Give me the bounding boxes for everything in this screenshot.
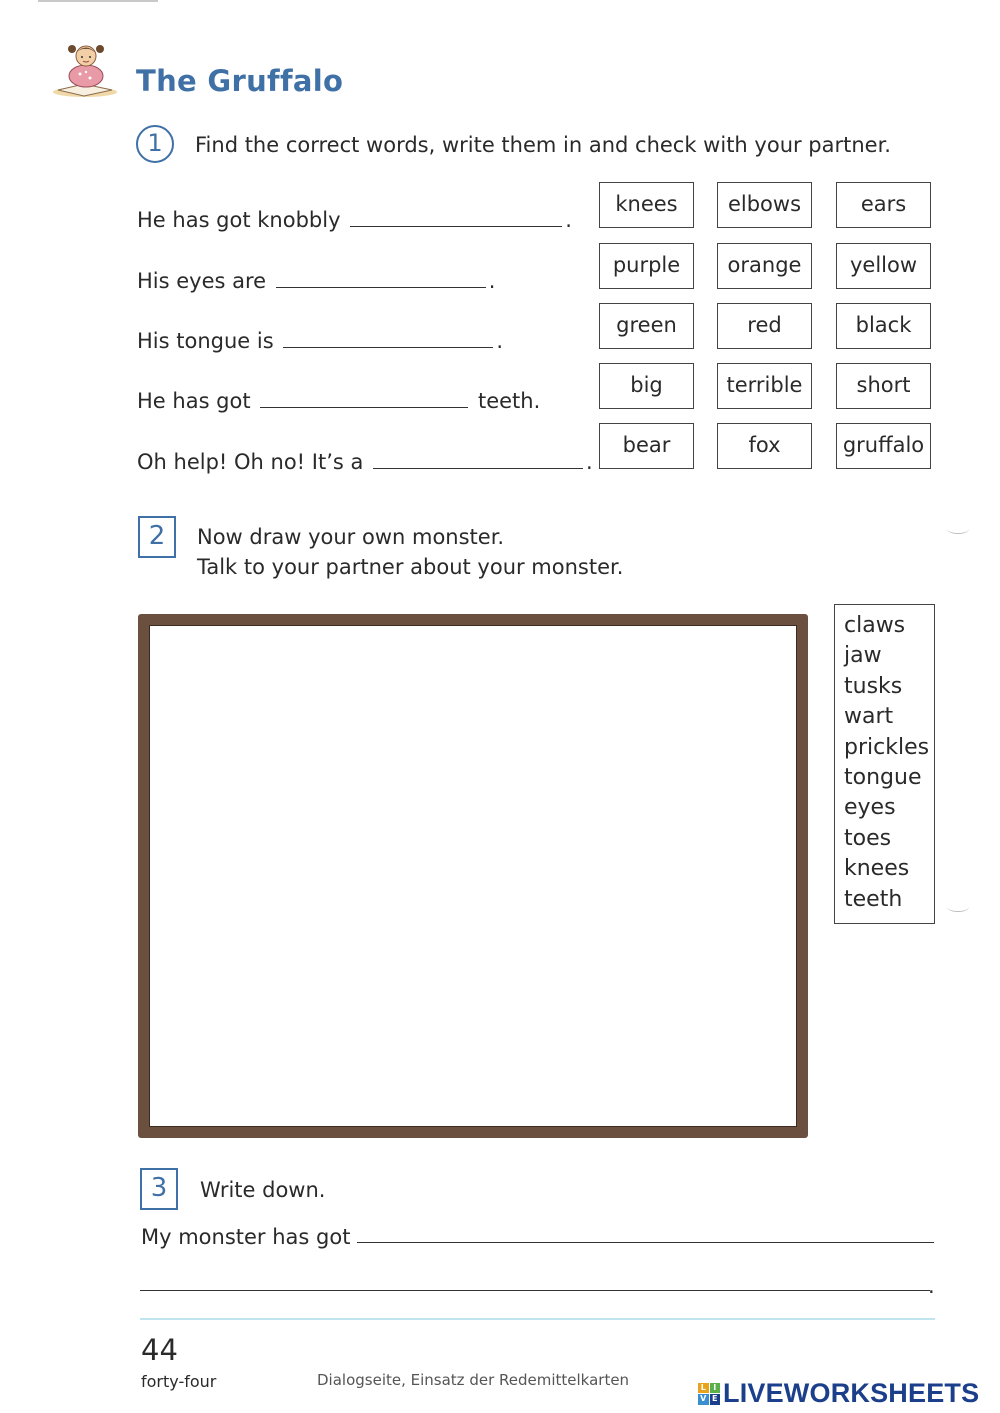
- footer-note: Dialogseite, Einsatz der Redemittelkarten: [317, 1371, 630, 1389]
- word-box-orange[interactable]: orange: [717, 243, 812, 289]
- edge-mark: [947, 902, 969, 912]
- writing-line-2[interactable]: [140, 1290, 930, 1291]
- word-box-yellow[interactable]: yellow: [836, 243, 931, 289]
- task1-sentence-1: [137, 208, 572, 232]
- list-item: teeth: [844, 886, 903, 912]
- task1-sentence-3: [137, 329, 503, 353]
- word-box-purple[interactable]: purple: [599, 243, 694, 289]
- logo-letter: E: [710, 1394, 721, 1405]
- list-item: knees: [844, 856, 910, 882]
- word-box-fox[interactable]: fox: [717, 423, 812, 469]
- word-box-gruffalo[interactable]: gruffalo: [836, 423, 931, 469]
- monster-word-list: [834, 604, 935, 924]
- answer-blank-3[interactable]: [283, 347, 493, 348]
- list-item: claws: [844, 613, 906, 638]
- sentence-end: .: [496, 329, 504, 353]
- task3-prompt: My monster has got: [141, 1225, 351, 1249]
- sentence-text: His eyes are: [137, 269, 267, 293]
- top-rule: [38, 0, 158, 2]
- sentence-text: Oh help! Oh no! It’s a: [137, 450, 364, 474]
- girl-reading-icon: [50, 34, 120, 98]
- task1-sentence-4: [137, 389, 540, 413]
- sentence-end: .: [565, 208, 572, 232]
- word-box-elbows[interactable]: elbows: [717, 182, 812, 228]
- word-box-ears[interactable]: ears: [836, 182, 931, 228]
- task1-number: 1: [136, 125, 174, 163]
- edge-mark: [947, 524, 969, 534]
- footer-rule: [140, 1318, 935, 1320]
- liveworksheets-wordmark: LIVEWORKSHEETS: [723, 1378, 980, 1408]
- list-item: jaw: [844, 643, 882, 669]
- word-box-terrible[interactable]: terrible: [717, 363, 812, 409]
- logo-letter: I: [710, 1383, 721, 1394]
- sentence-end: .: [488, 269, 496, 293]
- page-title: The Gruffalo: [136, 64, 344, 98]
- task2-instruction-line2: Talk to your partner about your monster.: [197, 555, 624, 579]
- task2-number: 2: [138, 516, 176, 558]
- list-item: wart: [844, 704, 894, 730]
- task1-instruction: Find the correct words, write them in and check with your partner.: [195, 133, 891, 157]
- list-item: tongue: [844, 765, 922, 791]
- list-item: tusks: [844, 673, 903, 699]
- task2-instruction-line1: Now draw your own monster.: [197, 525, 505, 549]
- answer-blank-2[interactable]: [276, 287, 486, 288]
- word-box-knees[interactable]: knees: [599, 182, 694, 228]
- list-item: eyes: [844, 795, 896, 821]
- page-number: 44: [141, 1333, 178, 1367]
- logo-letter: L: [698, 1383, 709, 1394]
- sentence-text: He has got knobbly: [137, 208, 341, 232]
- word-box-black[interactable]: black: [836, 303, 931, 349]
- page-number-word: forty-four: [141, 1372, 217, 1391]
- drawing-area-inner: [149, 625, 797, 1127]
- answer-blank-4[interactable]: [260, 407, 468, 408]
- answer-blank-5[interactable]: [373, 468, 583, 469]
- sentence-end: .: [586, 450, 593, 474]
- logo-letter: V: [698, 1394, 709, 1405]
- sentence-end: teeth.: [477, 389, 541, 413]
- drawing-area[interactable]: [138, 614, 808, 1138]
- sentence-text: He has got: [137, 389, 251, 413]
- word-box-big[interactable]: big: [599, 363, 694, 409]
- task3-instruction: Write down.: [200, 1178, 326, 1202]
- liveworksheets-logo-icon: [698, 1383, 720, 1405]
- word-box-green[interactable]: green: [599, 303, 694, 349]
- word-box-red[interactable]: red: [717, 303, 812, 349]
- list-item: prickles: [844, 734, 930, 760]
- word-box-short[interactable]: short: [836, 363, 931, 409]
- liveworksheets-logo[interactable]: [698, 1378, 979, 1409]
- list-item: toes: [844, 825, 892, 851]
- writing-end-mark: .: [928, 1274, 935, 1298]
- word-box-bear[interactable]: bear: [599, 423, 694, 469]
- task1-sentence-5: [137, 450, 593, 474]
- answer-blank-1[interactable]: [350, 226, 562, 227]
- task3-number: 3: [140, 1168, 178, 1210]
- task1-sentence-2: [137, 269, 495, 293]
- sentence-text: His tongue is: [137, 329, 274, 353]
- writing-line-1[interactable]: [357, 1242, 934, 1243]
